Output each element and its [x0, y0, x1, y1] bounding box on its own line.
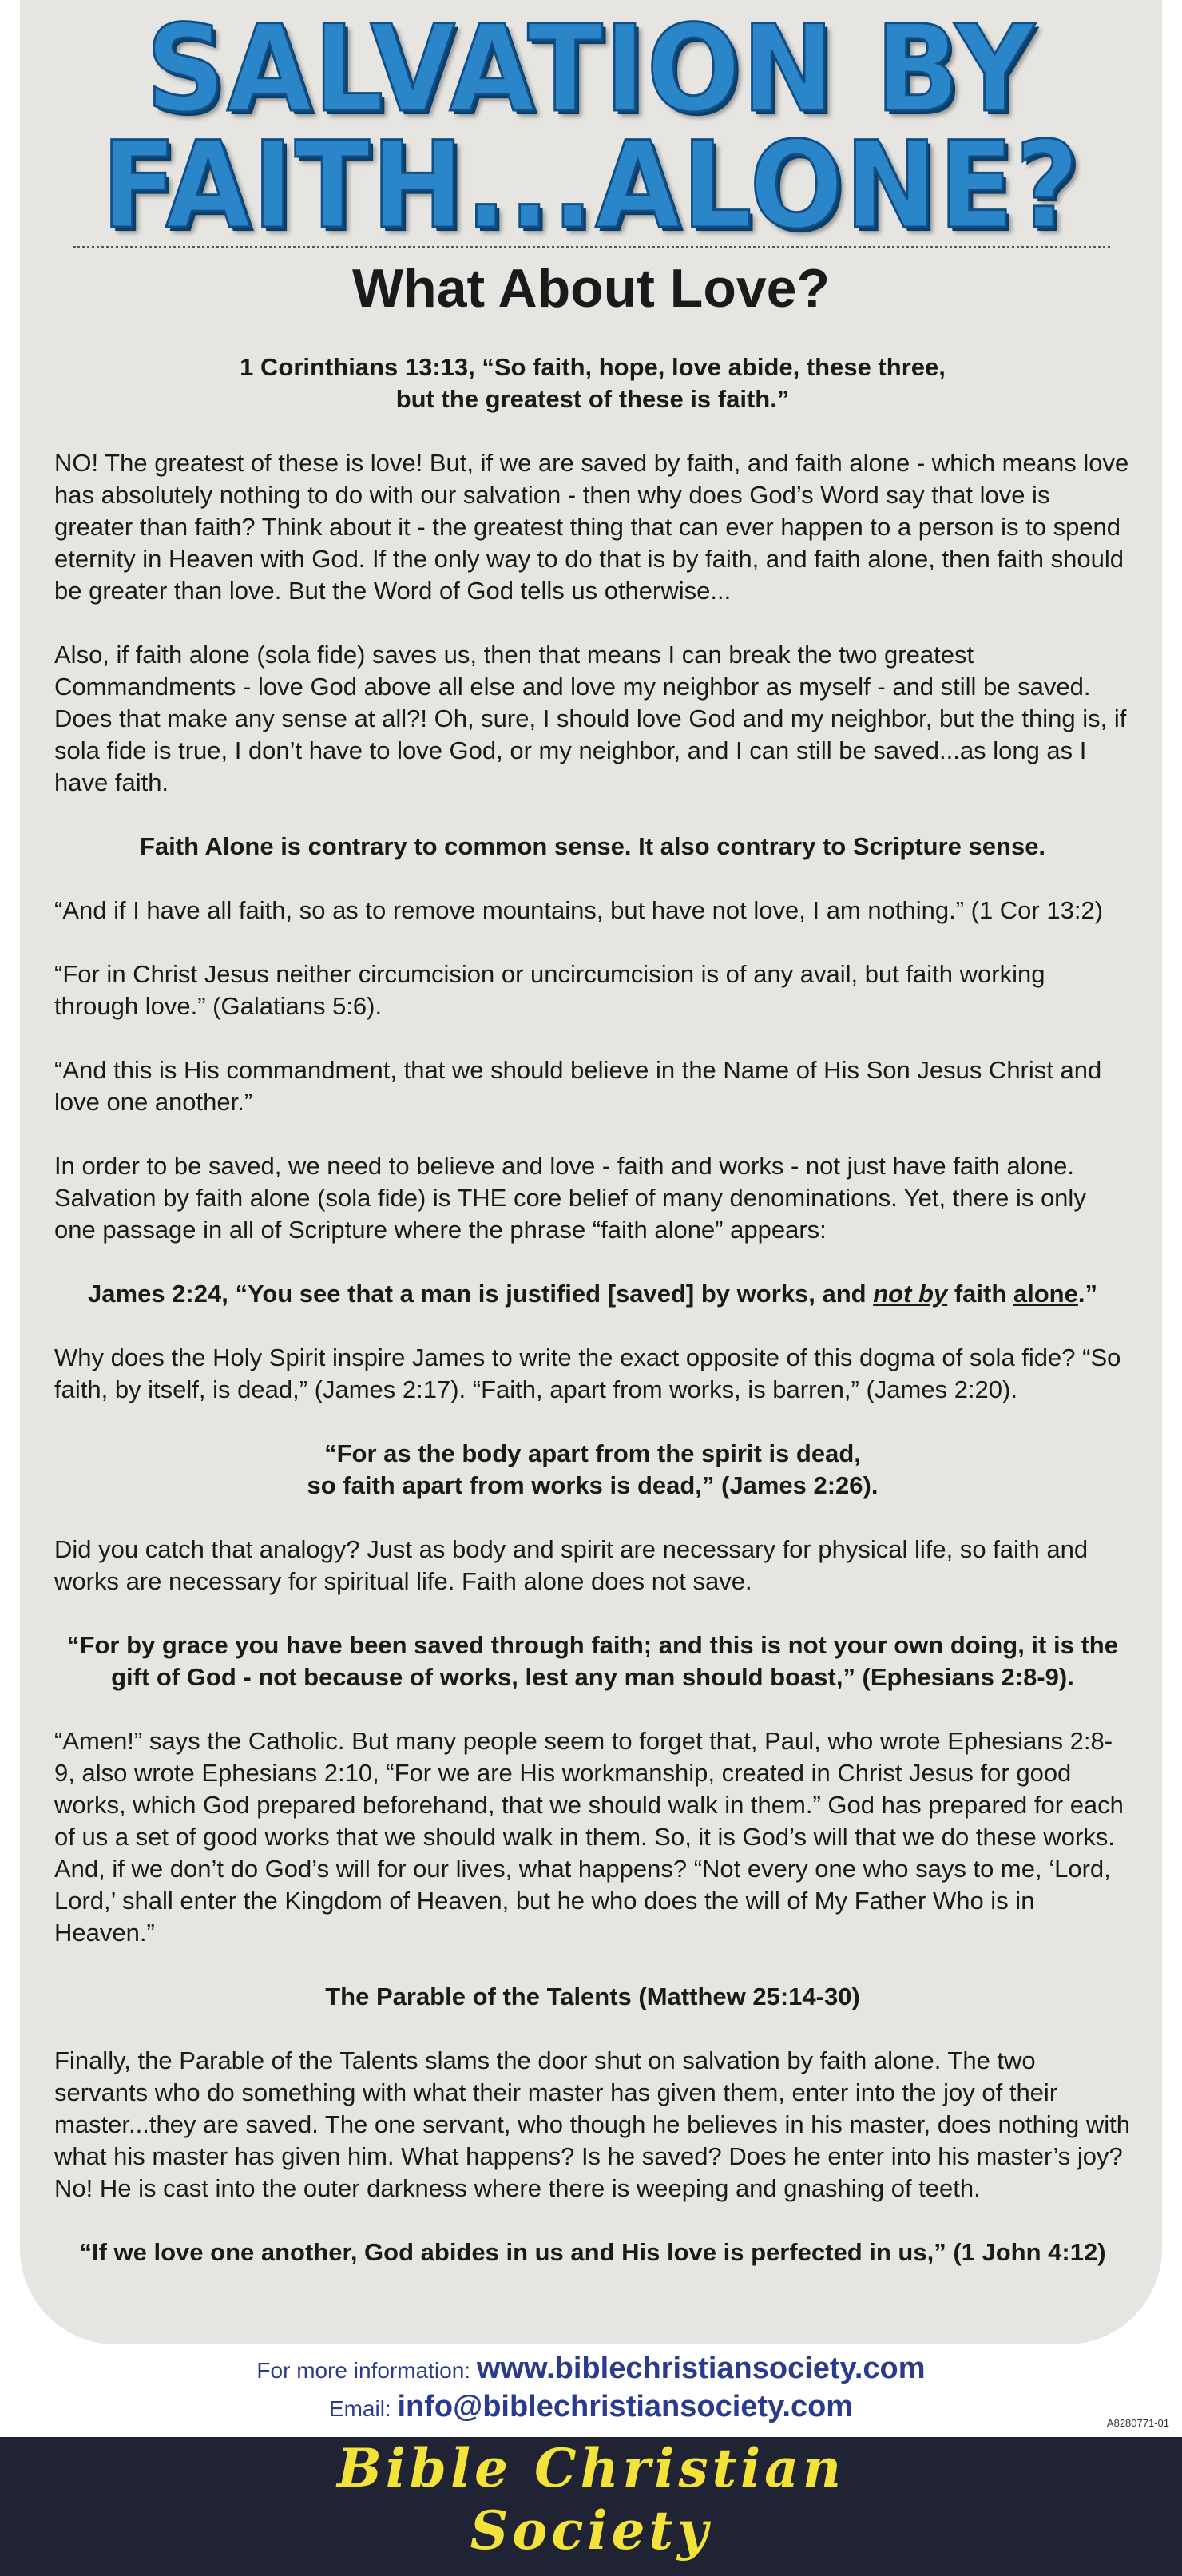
headline-line-1: SALVATION BY: [145, 0, 1037, 139]
bold-2-line-2: so faith apart from works is dead,” (James 2:26).: [307, 1471, 879, 1499]
bold-statement-3: “For by grace you have been saved through faith; and this is not your own doing, it is the gift of God - not because of works, lest any man should boast,” (Ephesians 2:8-9).: [67, 1631, 1118, 1691]
james-verse: [54, 1278, 1131, 1310]
info-label: For more information:: [256, 2358, 477, 2383]
bold-2-line-1: “For as the body apart from the spirit is dead,: [324, 1439, 861, 1467]
quote-3: “And this is His commandment, that we should believe in the Name of His Son Jesus Christ and love one another.”: [54, 1056, 1102, 1116]
paragraph-1: NO! The greatest of these is love! But, if we are saved by faith, and faith alone - which means love has absolutely nothing to do with our salvation - then why does God’s Word say that love is greater than faith? Think about it - the greatest thing that can ever happen to a person is to spend eternity in Heaven with God. If the only way to do that is by faith, and faith alone, then faith should be greater than love. But the Word of God tells us otherwise...: [54, 449, 1129, 605]
bold-statement-1: Faith Alone is contrary to common sense. It also contrary to Scripture sense.: [139, 832, 1046, 860]
james-mid: faith: [947, 1280, 1013, 1308]
paragraph-6: “Amen!” says the Catholic. But many people seem to forget that, Paul, who wrote Ephesians 2:8-9, also wrote Ephesians 2:10, “For we are His workmanship, created in Christ Jesus for good works, which God prepared beforehand, that we should walk in them.” God has prepared for each of us a set of good works that we should walk in them. So, it is God’s will that we do these works. And, if we don’t do God’s will for our lives, what happens? “Not every one who says to me, ‘Lord, Lord,’ shall enter the Kingdom of Heaven, but he who does the will of My Father Who is in Heaven.”: [54, 1727, 1124, 1947]
paragraph-5: Did you catch that analogy? Just as body and spirit are necessary for physical life, so faith and works are necessary for spiritual life. Faith alone does not save.: [54, 1535, 1089, 1595]
paragraph-4: Why does the Holy Spirit inspire James to write the exact opposite of this dogma of sola fide? “So faith, by itself, is dead,” (James 2:17). “Faith, apart from works, is barren,” (James 2:20).: [54, 1344, 1121, 1403]
talents-heading: The Parable of the Talents (Matthew 25:14-30): [325, 1983, 860, 2010]
verse-line-2: but the greatest of these is faith.”: [395, 385, 790, 413]
paragraph-7: Finally, the Parable of the Talents slams the door shut on salvation by faith alone. The two servants who do something with what their master has given them, enter into the joy of their master...they are saved. The one servant, who though he believes in his master, does nothing with what his master has given him. What happens? Is he saved? Does he enter into his master’s joy? No! He is cast into the outer darkness where there is weeping and gnashing of teeth.: [54, 2046, 1131, 2202]
brand-line-2: Society: [470, 2499, 712, 2562]
email-link[interactable]: info@biblechristiansociety.com: [397, 2390, 854, 2423]
headline-line-2: FAITH...ALONE?: [101, 117, 1081, 256]
contact-email-line: [0, 2387, 1182, 2433]
brand-line-1: Bible Christian: [337, 2437, 845, 2499]
james-not-by: not by: [873, 1280, 948, 1308]
quote-2: “For in Christ Jesus neither circumcision or uncircumcision is of any avail, but faith working through love.” (Galatians 5:6).: [54, 960, 1045, 1020]
page-subtitle: What About Love?: [351, 258, 831, 319]
quote-1: “And if I have all faith, so as to remove mountains, but have not love, I am nothing.” (1 Cor 13:2): [54, 896, 1104, 924]
bold-statement-2: [54, 1438, 1131, 1502]
email-label: Email:: [328, 2396, 398, 2421]
document-code: A8280771-01: [1106, 2417, 1169, 2429]
paragraph-2: Also, if faith alone (sola fide) saves us, then that means I can break the two greatest Commandments - love God above all else and love my neighbor as myself - and still be saved. Does that make any sense at all?! Oh, sure, I should love God and my neighbor, but the thing is, if sola fide is true, I don’t have to love God, or my neighbor, and I can still be saved...as long as I have faith.: [54, 641, 1127, 796]
verse-line-1: 1 Corinthians 13:13, “So faith, hope, love abide, these three,: [240, 353, 946, 381]
dotted-divider: [73, 246, 1110, 248]
james-pre: James 2:24, “You see that a man is justified [saved] by works, and: [88, 1280, 874, 1308]
james-alone: alone: [1013, 1280, 1078, 1308]
closing-verse: “If we love one another, God abides in us and His love is perfected in us,” (1 John 4:12): [79, 2238, 1106, 2266]
verse-1-corinthians: [54, 351, 1131, 415]
paragraph-3: In order to be saved, we need to believe and love - faith and works - not just have faith alone. Salvation by faith alone (sola fide) is THE core belief of many denominations. Yet, there is only one passage in all of Scripture where the phrase “faith alone” appears:: [54, 1152, 1086, 1244]
article-body: [54, 351, 1131, 2268]
website-link[interactable]: www.biblechristiansociety.com: [476, 2352, 926, 2385]
james-post: .”: [1077, 1280, 1097, 1308]
